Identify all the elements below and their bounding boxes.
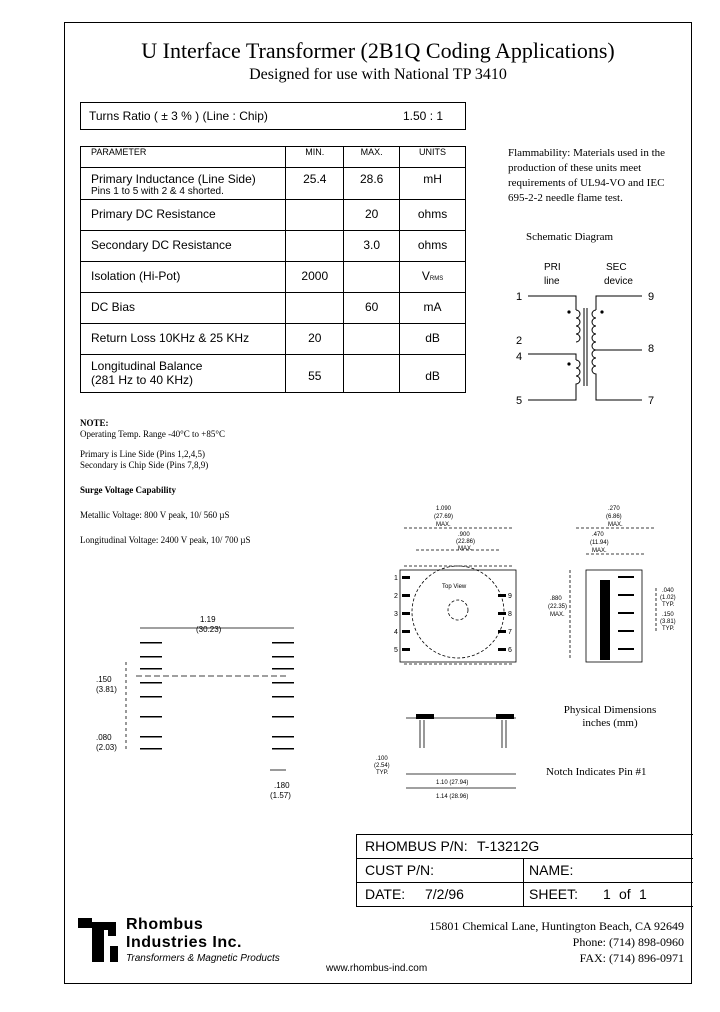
- lead: [618, 594, 634, 596]
- pin-label: 1: [394, 575, 398, 582]
- units-value: V: [421, 269, 430, 283]
- pad: [272, 716, 294, 718]
- pin-pad: [402, 576, 410, 579]
- lead-top: [416, 714, 434, 719]
- dim-label: TYP.: [376, 770, 389, 776]
- max-value: 28.6: [344, 168, 400, 200]
- polarity-dot: [567, 362, 570, 365]
- wire: [528, 354, 576, 360]
- pri-label: PRI: [544, 262, 561, 273]
- pin-label: 7: [648, 395, 655, 407]
- physical-caption: Physical Dimensions: [563, 704, 657, 716]
- table-row: [81, 324, 466, 355]
- surge-heading: Surge Voltage Capability: [80, 485, 177, 495]
- top-view-drawing: [386, 500, 534, 690]
- sheet-of: of: [619, 886, 631, 902]
- dim-label: MAX.: [550, 612, 565, 618]
- table-row: [81, 355, 466, 393]
- pad: [140, 682, 162, 684]
- lead: [618, 612, 634, 614]
- pad: [272, 682, 294, 684]
- dim-label: (22.86): [456, 539, 476, 545]
- polarity-dot: [567, 310, 570, 313]
- wire: [596, 296, 642, 310]
- pad: [140, 696, 162, 698]
- company-tagline: Transformers & Magnetic Products: [126, 953, 280, 964]
- note-longitudinal: Longitudinal Voltage: 2400 V peak, 10/ 700 µS: [80, 535, 251, 545]
- pad: [272, 696, 294, 698]
- param-name: DC Bias: [81, 293, 286, 324]
- pad: [140, 668, 162, 670]
- pad: [272, 736, 294, 738]
- pin-label: 8: [648, 343, 655, 355]
- dim-label: .150: [96, 675, 112, 684]
- dim-label: MAX.: [458, 546, 473, 552]
- polarity-dot: [600, 310, 603, 313]
- company-address: 15801 Chemical Lane, Huntington Beach, CA 92649: [429, 919, 684, 933]
- dim-label: (22.35): [548, 604, 568, 610]
- spec-table: [80, 146, 466, 393]
- physical-dimensions-caption: [540, 704, 680, 730]
- dim-label: 1.14 (28.96): [436, 794, 469, 800]
- mounting-detail-drawing: [366, 708, 526, 804]
- spec-table-header: [81, 147, 466, 168]
- company-website[interactable]: www.rhombus-ind.com: [326, 963, 428, 974]
- max-value: 60: [344, 293, 400, 324]
- dim-label: TYP.: [662, 626, 675, 632]
- dim-label: (30.23): [196, 625, 222, 634]
- max-value: [344, 324, 400, 355]
- header-min: MIN.: [286, 147, 344, 168]
- pad: [272, 642, 294, 644]
- max-value: 20: [344, 200, 400, 231]
- core-hole: [448, 600, 468, 620]
- pad: [140, 716, 162, 718]
- company-address-block: [429, 918, 684, 966]
- lead: [618, 648, 634, 650]
- dim-label: .180: [274, 781, 290, 790]
- dim-label: 1.090: [436, 506, 452, 512]
- min-value: 2000: [286, 262, 344, 293]
- pad: [140, 736, 162, 738]
- min-value: 20: [286, 324, 344, 355]
- dim-label: .040: [662, 588, 674, 594]
- units-value: dB: [400, 324, 466, 355]
- dim-label: .880: [550, 596, 562, 602]
- lead: [502, 720, 506, 748]
- units-value: ohms: [400, 200, 466, 231]
- pin-label: 7: [508, 629, 512, 636]
- page-title: U Interface Transformer (2B1Q Coding Applications): [141, 38, 615, 63]
- pin-label: 9: [508, 593, 512, 600]
- side-view-drawing: [546, 500, 686, 690]
- min-value: [286, 231, 344, 262]
- dim-label: .150: [662, 612, 674, 618]
- min-value: [286, 200, 344, 231]
- dim-label: (2.54): [374, 763, 390, 769]
- pri-sub: line: [544, 276, 560, 287]
- pin-pad: [498, 630, 506, 633]
- pin-pad: [498, 612, 506, 615]
- dim-label: (27.69): [434, 514, 454, 520]
- units-subscript: RMS: [429, 276, 444, 282]
- max-value: [344, 262, 400, 293]
- sheet-value: 1: [603, 886, 611, 902]
- pin-pad: [402, 594, 410, 597]
- company-name-line2: Industries Inc.: [126, 934, 242, 951]
- dim-label: MAX.: [608, 522, 623, 528]
- schematic-title: Schematic Diagram: [526, 231, 614, 243]
- pin-label: 3: [394, 611, 398, 618]
- dim-label: .900: [458, 532, 470, 538]
- primary-winding: [576, 310, 580, 342]
- date-value: 7/2/96: [425, 886, 464, 902]
- rhombus-logo-icon: [78, 918, 120, 962]
- pin-label: 2: [394, 593, 398, 600]
- wire: [528, 296, 576, 310]
- core-outline: [412, 566, 504, 658]
- name-label: NAME:: [529, 862, 574, 878]
- pad: [140, 748, 162, 750]
- min-value: [286, 293, 344, 324]
- dim-label: (3.81): [660, 619, 676, 625]
- dim-label: .470: [592, 532, 604, 538]
- dim-label: .080: [96, 733, 112, 742]
- lead: [420, 720, 424, 748]
- rhombus-pn-label: RHOMBUS P/N:: [365, 838, 468, 854]
- core-side: [600, 580, 610, 660]
- pad: [272, 656, 294, 658]
- schematic-diagram: [506, 254, 686, 414]
- param-sub: Pins 1 to 5 with 2 & 4 shorted.: [91, 186, 224, 197]
- flammability-note: Flammability: Materials used in the production of these units meet requirements of UL94-VO and IEC 695-2-2 needle flame test.: [508, 147, 666, 204]
- pin-pad: [498, 648, 506, 651]
- sec-label: SEC: [606, 262, 627, 273]
- date-label: DATE:: [365, 886, 406, 902]
- lead-top: [496, 714, 514, 719]
- pin-label: 1: [516, 291, 523, 303]
- param-name: Return Loss 10KHz & 25 KHz: [81, 324, 286, 355]
- table-row: [81, 293, 466, 324]
- rhombus-pn-value: T-13212G: [477, 838, 540, 854]
- table-row: [81, 231, 466, 262]
- dim-label: MAX.: [592, 548, 607, 554]
- table-row: [81, 200, 466, 231]
- pin-pad: [498, 594, 506, 597]
- pad: [272, 748, 294, 750]
- dim-label: .270: [608, 506, 620, 512]
- notes-heading: NOTE:: [80, 418, 109, 428]
- header-parameter: PARAMETER: [81, 147, 286, 168]
- company-phone: Phone: (714) 898-0960: [572, 935, 684, 949]
- physical-units: inches (mm): [582, 717, 638, 729]
- pin-label: 5: [394, 647, 398, 654]
- cust-pn-label: CUST P/N:: [365, 862, 434, 878]
- notch-note: Notch Indicates Pin #1: [546, 766, 647, 778]
- min-value: 55: [286, 355, 344, 393]
- note-secondary: Secondary is Chip Side (Pins 7,8,9): [80, 460, 209, 470]
- header-max: MAX.: [344, 147, 400, 168]
- sec-sub: device: [604, 276, 633, 287]
- pad: [272, 668, 294, 670]
- table-row: [81, 262, 466, 293]
- secondary-winding: [592, 310, 642, 400]
- dim-label: 1.10 (27.94): [436, 780, 469, 786]
- pin-label: 6: [508, 647, 512, 654]
- dim-label: (6.86): [606, 514, 622, 520]
- rhombus-pn-row: [357, 835, 693, 859]
- note-operating-temp: Operating Temp. Range -40°C to +85°C: [80, 429, 225, 439]
- dim-label: (1.02): [660, 595, 676, 601]
- pin-label: 4: [516, 351, 523, 363]
- param-name: Secondary DC Resistance: [81, 231, 286, 262]
- units-value: ohms: [400, 231, 466, 262]
- primary-winding: [528, 360, 580, 400]
- dim-label: MAX.: [436, 522, 451, 528]
- param-name: Longitudinal Balance: [91, 359, 203, 373]
- part-number-block: [356, 834, 693, 907]
- lead: [618, 630, 634, 632]
- dim-label: (11.94): [590, 540, 609, 546]
- pin-pad: [402, 648, 410, 651]
- units-value: mH: [400, 168, 466, 200]
- dim-label: (3.81): [96, 685, 117, 694]
- param-sub: (281 Hz to 40 KHz): [91, 373, 194, 387]
- turns-ratio-value: 1.50 : 1: [403, 109, 444, 123]
- notes-block: [80, 418, 251, 546]
- param-name: Isolation (Hi-Pot): [81, 262, 286, 293]
- units-value: dB: [400, 355, 466, 393]
- param-name: Primary DC Resistance: [81, 200, 286, 231]
- table-row: [81, 168, 466, 200]
- dim-label: .100: [376, 756, 388, 762]
- sheet-total: 1: [639, 886, 647, 902]
- footprint-drawing: [96, 612, 318, 802]
- dim-label: (2.03): [96, 743, 117, 752]
- top-view-label: Top View: [442, 584, 467, 590]
- company-name-line1: Rhombus: [126, 916, 204, 933]
- turns-ratio-label: Turns Ratio ( ± 3 % ) (Line : Chip): [89, 109, 268, 123]
- dim-label: TYP.: [662, 602, 675, 608]
- dim-label: 1.19: [200, 615, 216, 624]
- pin-label: 8: [508, 611, 512, 618]
- pad: [140, 642, 162, 644]
- pin-label: 5: [516, 395, 523, 407]
- turns-ratio-box: [80, 102, 466, 130]
- header-units: UNITS: [400, 147, 466, 168]
- pad: [140, 656, 162, 658]
- note-metallic: Metallic Voltage: 800 V peak, 10/ 560 µS: [80, 510, 230, 520]
- max-value: 3.0: [344, 231, 400, 262]
- min-value: 25.4: [286, 168, 344, 200]
- page-subtitle: Designed for use with National TP 3410: [249, 66, 507, 83]
- company-fax: FAX: (714) 896-0971: [579, 951, 684, 965]
- note-primary: Primary is Line Side (Pins 1,2,4,5): [80, 449, 205, 459]
- pin-pad: [402, 630, 410, 633]
- max-value: [344, 355, 400, 393]
- date-row: [357, 883, 693, 907]
- pin-label: 9: [648, 291, 655, 303]
- pin-label: 4: [394, 629, 398, 636]
- pin-label: 2: [516, 335, 523, 347]
- pin-pad: [402, 612, 410, 615]
- cust-pn-row: [357, 859, 693, 883]
- param-name: Primary Inductance (Line Side): [91, 172, 256, 186]
- sheet-label: SHEET:: [529, 886, 579, 902]
- dim-label: (1.57): [270, 791, 291, 800]
- lead: [618, 576, 634, 578]
- units-value: mA: [400, 293, 466, 324]
